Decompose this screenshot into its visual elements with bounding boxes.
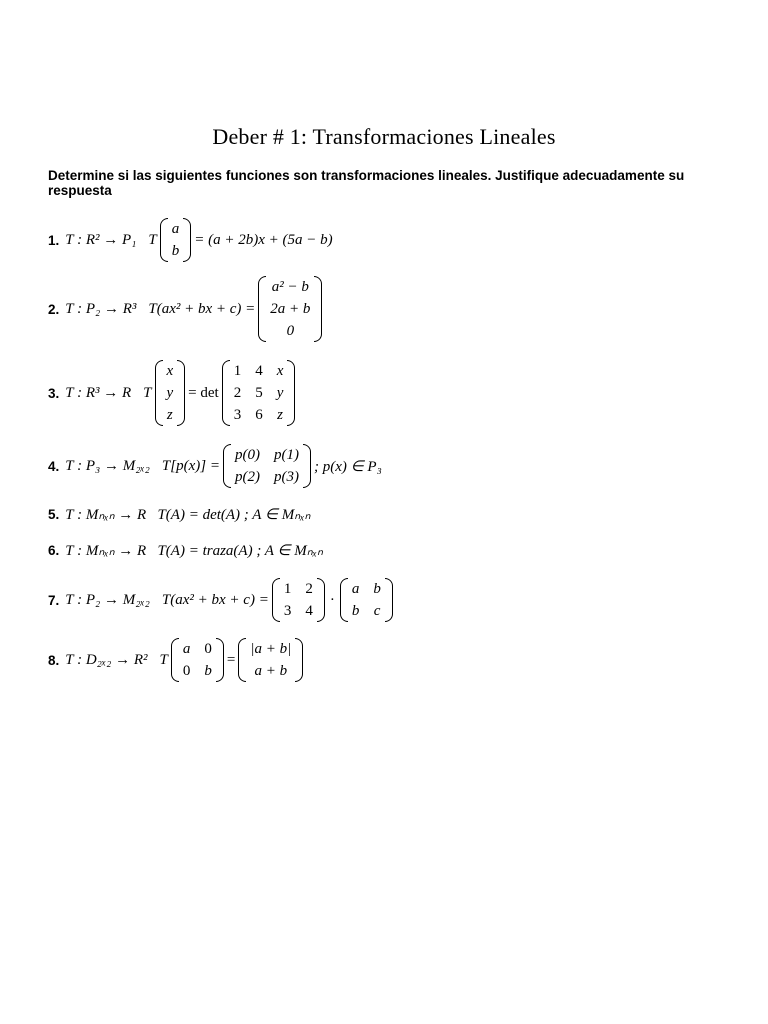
function-argument: T(ax² + bx + c) = <box>148 300 256 317</box>
matrix-entry: 5 <box>255 385 263 401</box>
problem-statement: T : Mₙₓₙ → R T(A) = traza(A) ; A ∈ Mₙₓₙ <box>65 543 323 559</box>
rhs-expression: = det <box>188 384 219 401</box>
matrix-entry: a + b <box>254 663 288 679</box>
matrix-entry: a <box>182 641 191 657</box>
input-vector <box>155 360 186 426</box>
problem-number: 1. <box>48 232 60 248</box>
matrix-entry: 1 <box>283 581 292 597</box>
matrix-entry: b <box>171 243 180 259</box>
matrix-entry: c <box>373 603 381 619</box>
output-matrix <box>223 444 311 488</box>
output-vector <box>238 638 303 682</box>
condition: ; p(x) ∈ P₃ <box>313 458 382 475</box>
mapping: T : D₂ₓ₂ → R² <box>65 651 148 668</box>
matrix-entry: a² − b <box>271 279 309 295</box>
matrix-entry: z <box>166 407 173 423</box>
coefficient-matrix <box>272 578 325 622</box>
matrix-entry: a <box>171 221 180 237</box>
matrix-entry: 4 <box>255 363 263 379</box>
problem-5 <box>48 505 310 524</box>
problem-statement: T : Mₙₓₙ → R T(A) = det(A) ; A ∈ Mₙₓₙ <box>65 507 311 523</box>
problem-8: 8. T : D₂ₓ₂ → R² T a 0 0 b = |a + b| a + b <box>48 638 306 682</box>
page-title: Deber # 1: Transformaciones Lineales <box>212 124 556 149</box>
variable-matrix <box>340 578 393 622</box>
matrix-entry: x <box>276 363 284 379</box>
matrix-entry: 0 <box>204 641 212 657</box>
matrix-entry: p(1) <box>273 447 299 463</box>
problem-number: 7. <box>48 592 60 608</box>
multiplication-dot: · <box>329 591 335 608</box>
problem-4 <box>48 444 382 488</box>
matrix-entry: 3 <box>283 603 292 619</box>
problem-6 <box>48 541 323 560</box>
rhs-expression: = (a + 2b)x + (5a − b) <box>194 231 333 248</box>
problem-number: 3. <box>48 385 60 401</box>
matrix-entry: a <box>351 581 360 597</box>
input-matrix <box>171 638 224 682</box>
matrix-entry: y <box>166 385 174 401</box>
mapping: T : P₃ → M₂ₓ₂ <box>65 457 150 474</box>
matrix-entry: |a + b| <box>250 641 292 657</box>
problem-number: 4. <box>48 458 60 474</box>
matrix-entry: 3 <box>233 407 242 423</box>
matrix-entry: 0 <box>182 663 191 679</box>
mapping: T : R² → P₁ <box>65 231 137 248</box>
problem-number: 8. <box>48 652 60 668</box>
input-vector <box>160 218 192 262</box>
matrix-entry: y <box>276 385 284 401</box>
matrix-entry: 2 <box>233 385 242 401</box>
problem-3: 3. T : R³ → R T x y z = det 1 4 x 2 5 y 3 6 z <box>48 360 298 426</box>
matrix-entry: 1 <box>233 363 242 379</box>
matrix-entry: b <box>373 581 381 597</box>
problem-number: 5. <box>48 507 60 522</box>
matrix-entry: 6 <box>255 407 263 423</box>
problem-2 <box>48 276 325 342</box>
det-matrix <box>222 360 296 426</box>
mapping: T : R³ → R <box>65 384 132 401</box>
matrix-entry: 4 <box>305 603 313 619</box>
problem-1: 1. T : R² → P₁ T a b = (a + 2b)x + (5a − b) <box>48 218 333 262</box>
matrix-entry: p(2) <box>234 469 260 485</box>
instructions: Determine si las siguientes funciones son transformaciones lineales. Justifique adecuadamente su respuesta <box>48 168 685 198</box>
matrix-entry: b <box>204 663 212 679</box>
mapping: T : P₂ → M₂ₓ₂ <box>65 591 150 608</box>
matrix-entry: b <box>351 603 360 619</box>
matrix-entry: p(0) <box>234 447 260 463</box>
mapping: T : P₂ → R³ <box>65 300 137 317</box>
problem-7 <box>48 578 396 622</box>
problem-number: 2. <box>48 301 60 317</box>
matrix-entry: 2a + b <box>270 301 311 317</box>
matrix-entry: 2 <box>305 581 313 597</box>
output-vector <box>258 276 322 342</box>
matrix-entry: p(3) <box>273 469 299 485</box>
function-argument: T[p(x)] = <box>161 457 220 474</box>
matrix-entry: z <box>277 407 283 423</box>
problem-number: 6. <box>48 543 60 558</box>
matrix-entry: 0 <box>286 323 295 339</box>
matrix-entry: x <box>166 363 174 379</box>
function-argument: T(ax² + bx + c) = <box>161 591 269 608</box>
